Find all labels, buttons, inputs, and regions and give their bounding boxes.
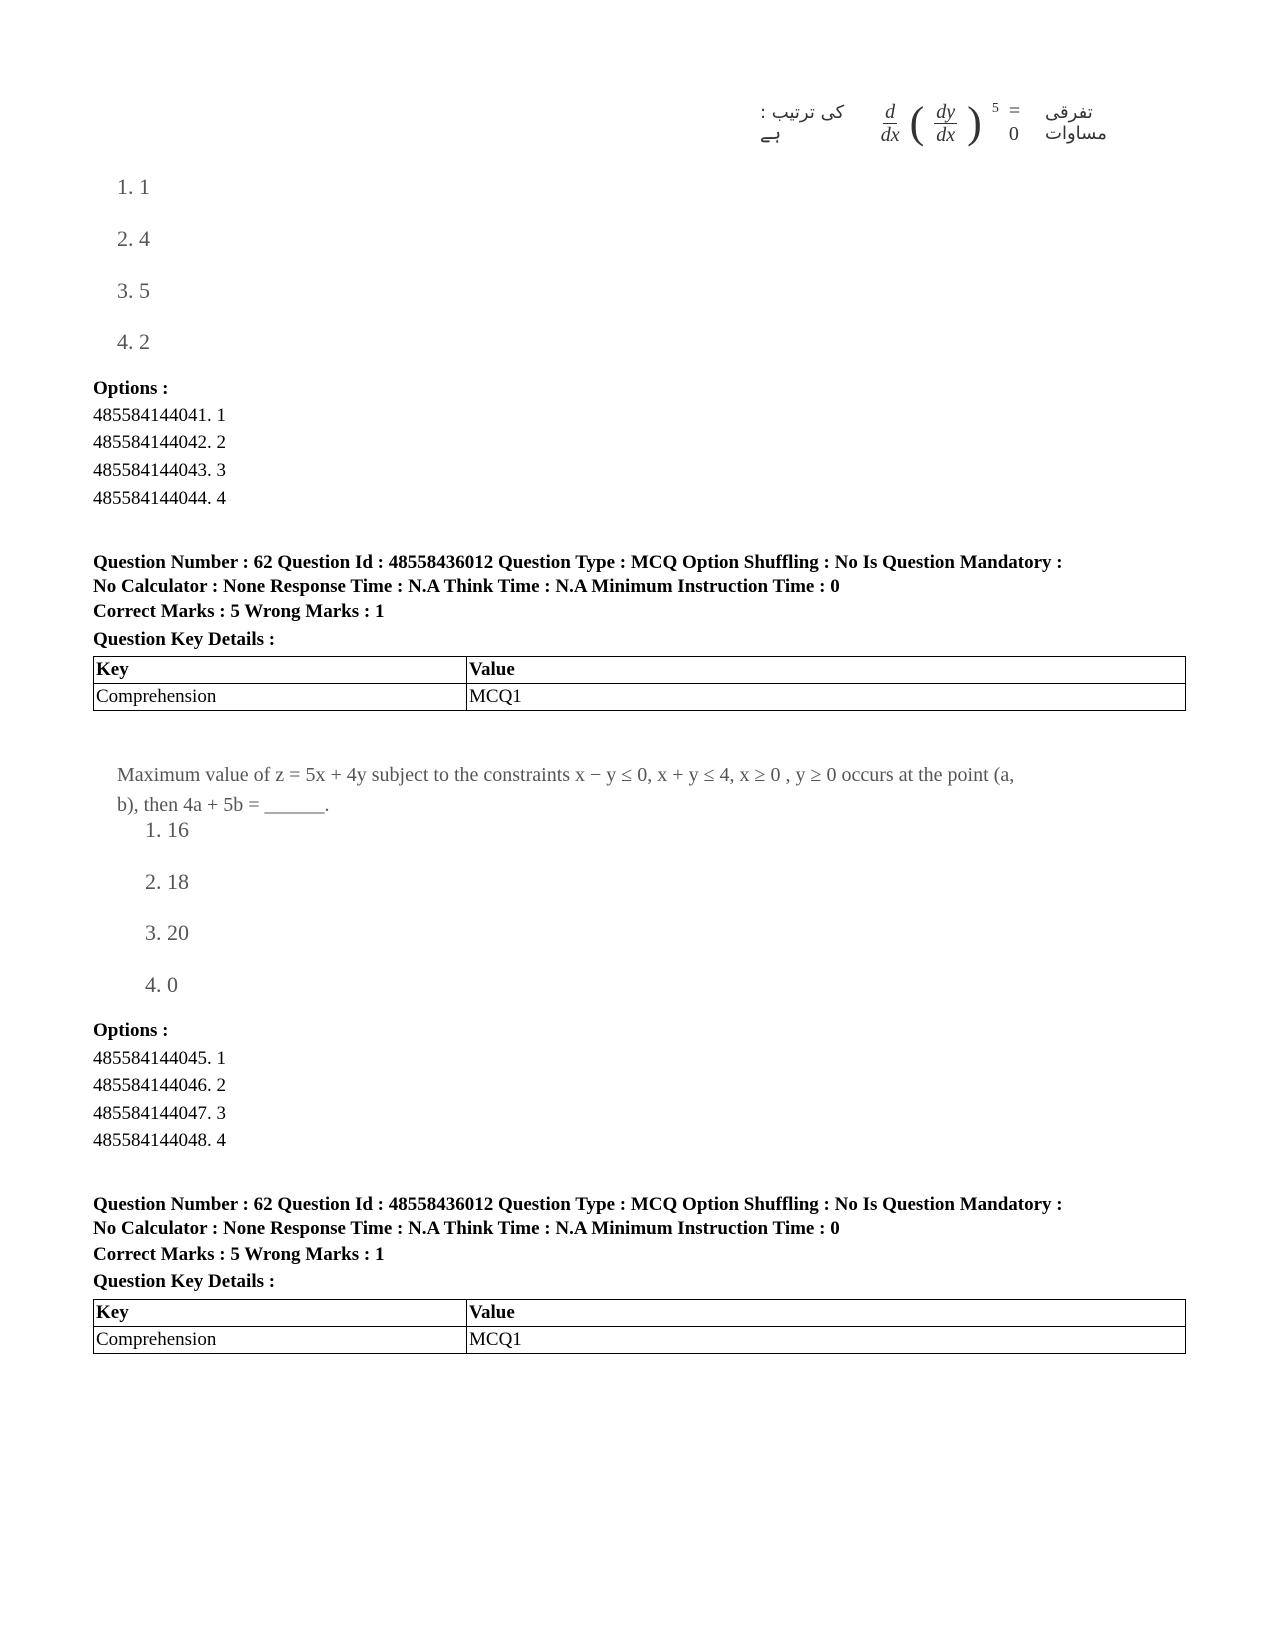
urdu-suffix-text: تفرقی مساوات [1045, 102, 1107, 144]
table-row [94, 684, 1186, 711]
option-item: 485584144044. 4 [93, 488, 226, 509]
table-header-key: Key [94, 1300, 467, 1327]
option-item: 485584144046. 2 [93, 1075, 226, 1096]
d-dx-fraction: $\frac{d}{dx}$ [880, 100, 900, 146]
question-meta: Question Number : 62 Question Id : 48558436012 Question Type : MCQ Option Shuffling : No Is Question Mandatory : No Calculator : None Response Time : N.A Think Time : N.A Minimum Instruction Time : 0 [93, 552, 1063, 597]
scan-option-3: 3. 20 [145, 920, 189, 945]
option-item: 485584144045. 1 [93, 1048, 226, 1069]
table-row [94, 1327, 1186, 1354]
option-item: 485584144043. 3 [93, 460, 226, 481]
table-cell-key: Comprehension [94, 1327, 467, 1354]
table-cell-value: MCQ1 [467, 684, 1186, 711]
table-header-row [94, 1300, 1186, 1327]
exponent: 5 [991, 101, 999, 116]
table-header-row [94, 657, 1186, 684]
option-item: 485584144047. 3 [93, 1103, 226, 1124]
marks-line: Correct Marks : 5 Wrong Marks : 1 [93, 601, 385, 622]
key-details-label: Question Key Details : [93, 1271, 276, 1292]
table-cell-value: MCQ1 [467, 1327, 1186, 1354]
table-header-value: Value [467, 1300, 1186, 1327]
option-item: 485584144048. 4 [93, 1130, 226, 1151]
option-item: 485584144042. 2 [93, 432, 226, 453]
key-details-table [93, 1299, 1186, 1354]
options-label: Options : [93, 378, 169, 399]
question-line-2: b), then 4a + 5b = ______. [117, 794, 330, 816]
scan-option-2: 2. 4 [117, 226, 150, 251]
equals-zero: = 0 [1008, 100, 1021, 145]
key-details-label: Question Key Details : [93, 629, 276, 650]
scan-option-2: 2. 18 [145, 869, 189, 894]
question-meta: Question Number : 62 Question Id : 48558436012 Question Type : MCQ Option Shuffling : No Is Question Mandatory : No Calculator : None Response Time : N.A Think Time : N.A Minimum Instruction Time : 0 [93, 1194, 1063, 1239]
urdu-equation-image: : کی ترتیب ہے $\frac{d}{dx}$ ( $\frac{dy}{dx}$ ) 5 = 0 تفرقی مساوات [760, 88, 1160, 158]
scan-option-3: 3. 5 [117, 278, 150, 303]
scan-option-4: 4. 2 [117, 329, 150, 354]
table-header-value: Value [467, 657, 1186, 684]
dy-dx-fraction: $\frac{dy}{dx}$ [936, 100, 956, 146]
table-header-key: Key [94, 657, 467, 684]
option-item: 485584144041. 1 [93, 405, 226, 426]
options-label: Options : [93, 1020, 169, 1041]
key-details-table [93, 656, 1186, 711]
scan-option-4: 4. 0 [145, 972, 178, 997]
scan-option-1: 1. 1 [117, 174, 150, 199]
question-line-1: Maximum value of z = 5x + 4y subject to the constraints x − y ≤ 0, x + y ≤ 4, x ≥ 0 , y ≥ 0 occurs at the point (a, [117, 764, 1015, 786]
scan-option-1: 1. 16 [145, 817, 189, 842]
urdu-prefix-text: : کی ترتیب ہے [760, 102, 845, 144]
question-text-image [117, 760, 1167, 820]
marks-line: Correct Marks : 5 Wrong Marks : 1 [93, 1244, 385, 1265]
table-cell-key: Comprehension [94, 684, 467, 711]
